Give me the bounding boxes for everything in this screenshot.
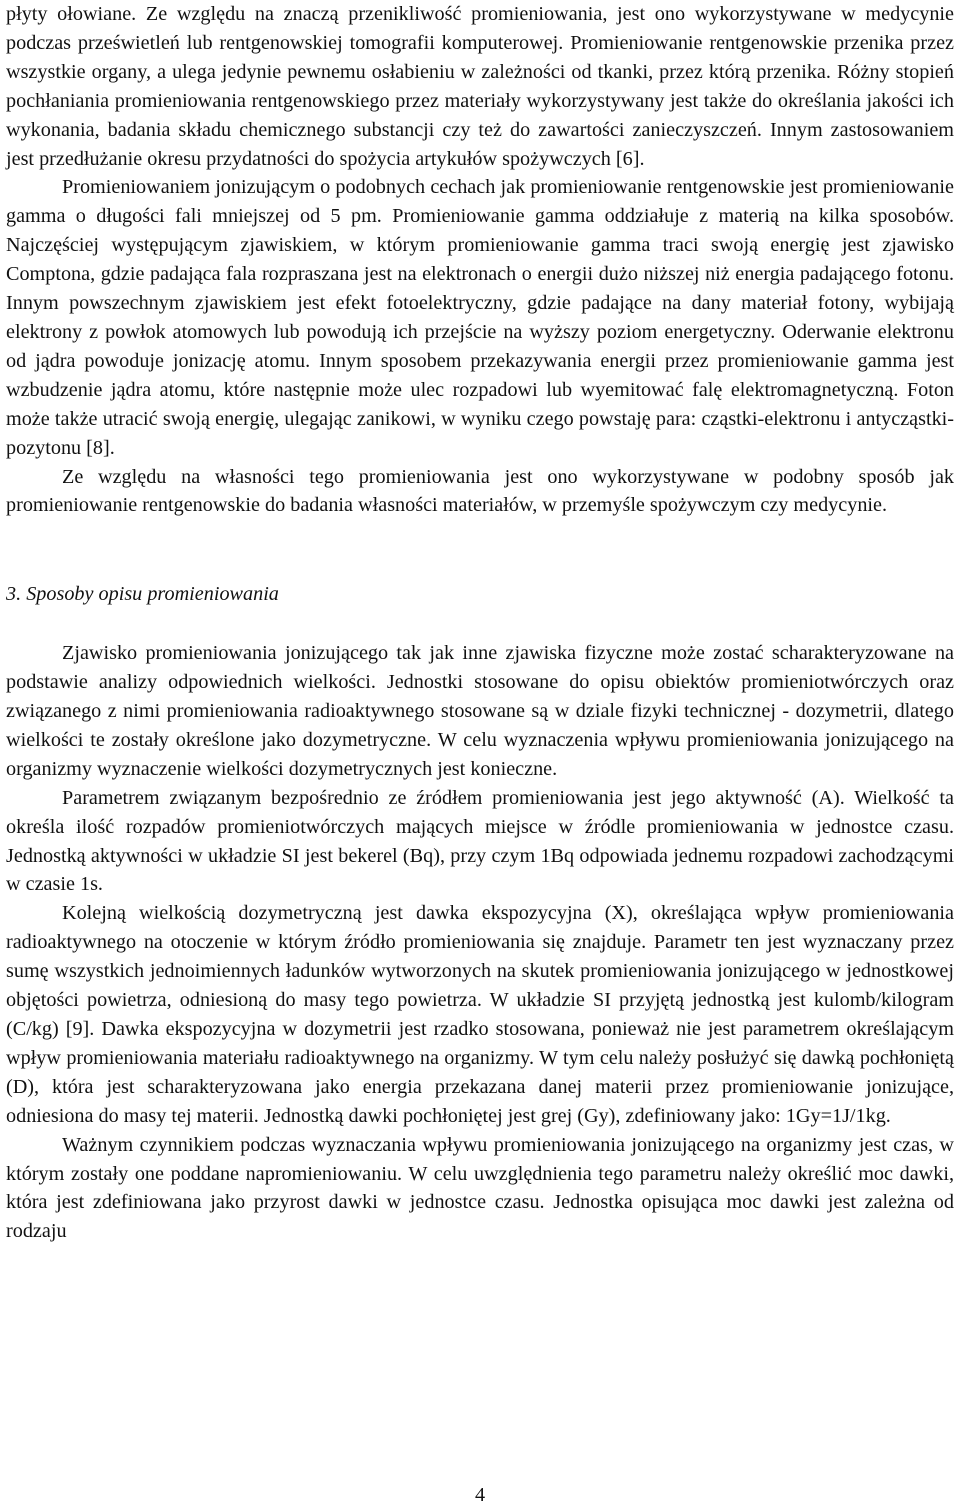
paragraph-gamma-interactions: Promieniowaniem jonizującym o podobnych cechach jak promieniowanie rentgenowskie jest promieniowanie gamma o długości fali mniejszej od 5 pm. Promieniowanie gamma oddziałuje z materią na kilka sposobów. Najczęściej występującym zjawiskiem, w którym promieniowanie gamma traci swoją energię jest zjawisko Comptona, gdzie padająca fala rozpraszana jest na elektronach o energii dużo niższej niż energia padającego fotonu. Innym powszechnym zjawiskiem jest efekt fotoelektryczny, gdzie padające na dany materiał fotony, wybijają elektrony z powłok atomowych lub powodują ich przejście na wyższy poziom energetyczny. Oderwanie elektronu od jądra powoduje jonizację atomu. Innym sposobem przekazywania energii przez promieniowanie gamma jest wzbudzenie jądra atomu, które następnie może ulec rozpadowi lub wyemitować falę elektromagnetyczną. Foton może także utracić swoją energię, ulegając zanikowi, w wyniku czego powstaję para: cząstki-elektronu i antycząstki-pozytonu [8]. <box>6 176 954 459</box>
paragraph-gamma-uses: Ze względu na własności tego promieniowania jest ono wykorzystywane w podobny sposób jak promieniowanie rentgenowskie do badania własności materiałów, w przemyśle spożywczym czy medycynie. <box>6 465 954 517</box>
paragraph-exposure-dose: Kolejną wielkością dozymetryczną jest dawka ekspozycyjna (X), określająca wpływ promieniowania radioaktywnego na otoczenie w którym źródło promieniowania się znajduje. Parametr ten jest wyznaczany przez sumę wszystkich jednoimiennych ładunków wytworzonych na skutek promieniowania jonizującego w jednostkowej objętości powietrza, odniesioną do masy tego powietrza. W układzie SI przyjętą jednostką jest kulomb/kilogram (C/kg) [9]. Dawka ekspozycyjna w dozymetrii jest rzadko stosowana, ponieważ nie jest parametrem określającym wpływ promieniowania materiału radioaktywnego na organizmy. W tym celu należy posłużyć się dawką pochłoniętą (D), która jest scharakteryzowana jako energia przekazana danej materii przez promieniowanie jonizujące, odniesiona do masy tej materii. Jednostką dawki pochłoniętej jest grej (Gy), zdefiniowany jako: 1Gy=1J/1kg. <box>6 902 954 1127</box>
paragraph-dosimetry-intro: Zjawisko promieniowania jonizującego tak jak inne zjawiska fizyczne może zostać scharakteryzowane na podstawie analizy odpowiednich wielkości. Jednostki stosowane do opisu obiektów promieniotwórczych oraz związanego z nimi promieniowania radioaktywnego stosowane są w dziale fizyki technicznej - dozymetrii, dlatego wielkości te zostały określone jako dozymetryczne. W celu wyznaczenia wpływu promieniowania jonizującego na organizmy wyznaczenie wielkości dozymetrycznych jest konieczne. <box>6 642 954 780</box>
paragraph-activity: Parametrem związanym bezpośrednio ze źródłem promieniowania jest jego aktywność (A). Wielkość ta określa ilość rozpadów promieniotwórczych mających miejsce w źródle promieniowania w jednostce czasu. Jednostką aktywności w układzie SI jest bekerel (Bq), przy czym 1Bq odpowiada jednemu rozpadowi zachodzącymi w czasie 1s. <box>6 786 954 896</box>
paragraph-dose-rate: Ważnym czynnikiem podczas wyznaczania wpływu promieniowania jonizującego na organizmy jest czas, w którym zostały one poddane napromieniowaniu. W celu uwzględnienia tego parametru należy określić moc dawki, która jest zdefiniowana jako przyrost dawki w jednostce czasu. Jednostka opisująca moc dawki jest zależna od rodzaju <box>6 1133 954 1243</box>
paragraph-xray-applications: płyty ołowiane. Ze względu na znaczą przenikliwość promieniowania, jest ono wykorzystywane w medycynie podczas prześwietleń lub rentgenowskiej tomografii komputerowej. Promieniowanie rentgenowskie przenika przez wszystkie organy, a ulega jedynie pewnemu osłabieniu w zależności od tkanki, przez którą przenika. Różny stopień pochłaniania promieniowania rentgenowskiego przez materiały wykorzystywany jest także do określania jakości ich wykonania, badania składu chemicznego substancji czy też do zawartości zanieczyszczeń. Innym zastosowaniem jest przedłużanie okresu przydatności do spożycia artykułów spożywczych [6]. <box>6 3 954 170</box>
document-page <box>6 0 954 1246</box>
page-number: 4 <box>474 1484 486 1506</box>
section-heading: 3. Sposoby opisu promieniowania <box>6 583 279 606</box>
